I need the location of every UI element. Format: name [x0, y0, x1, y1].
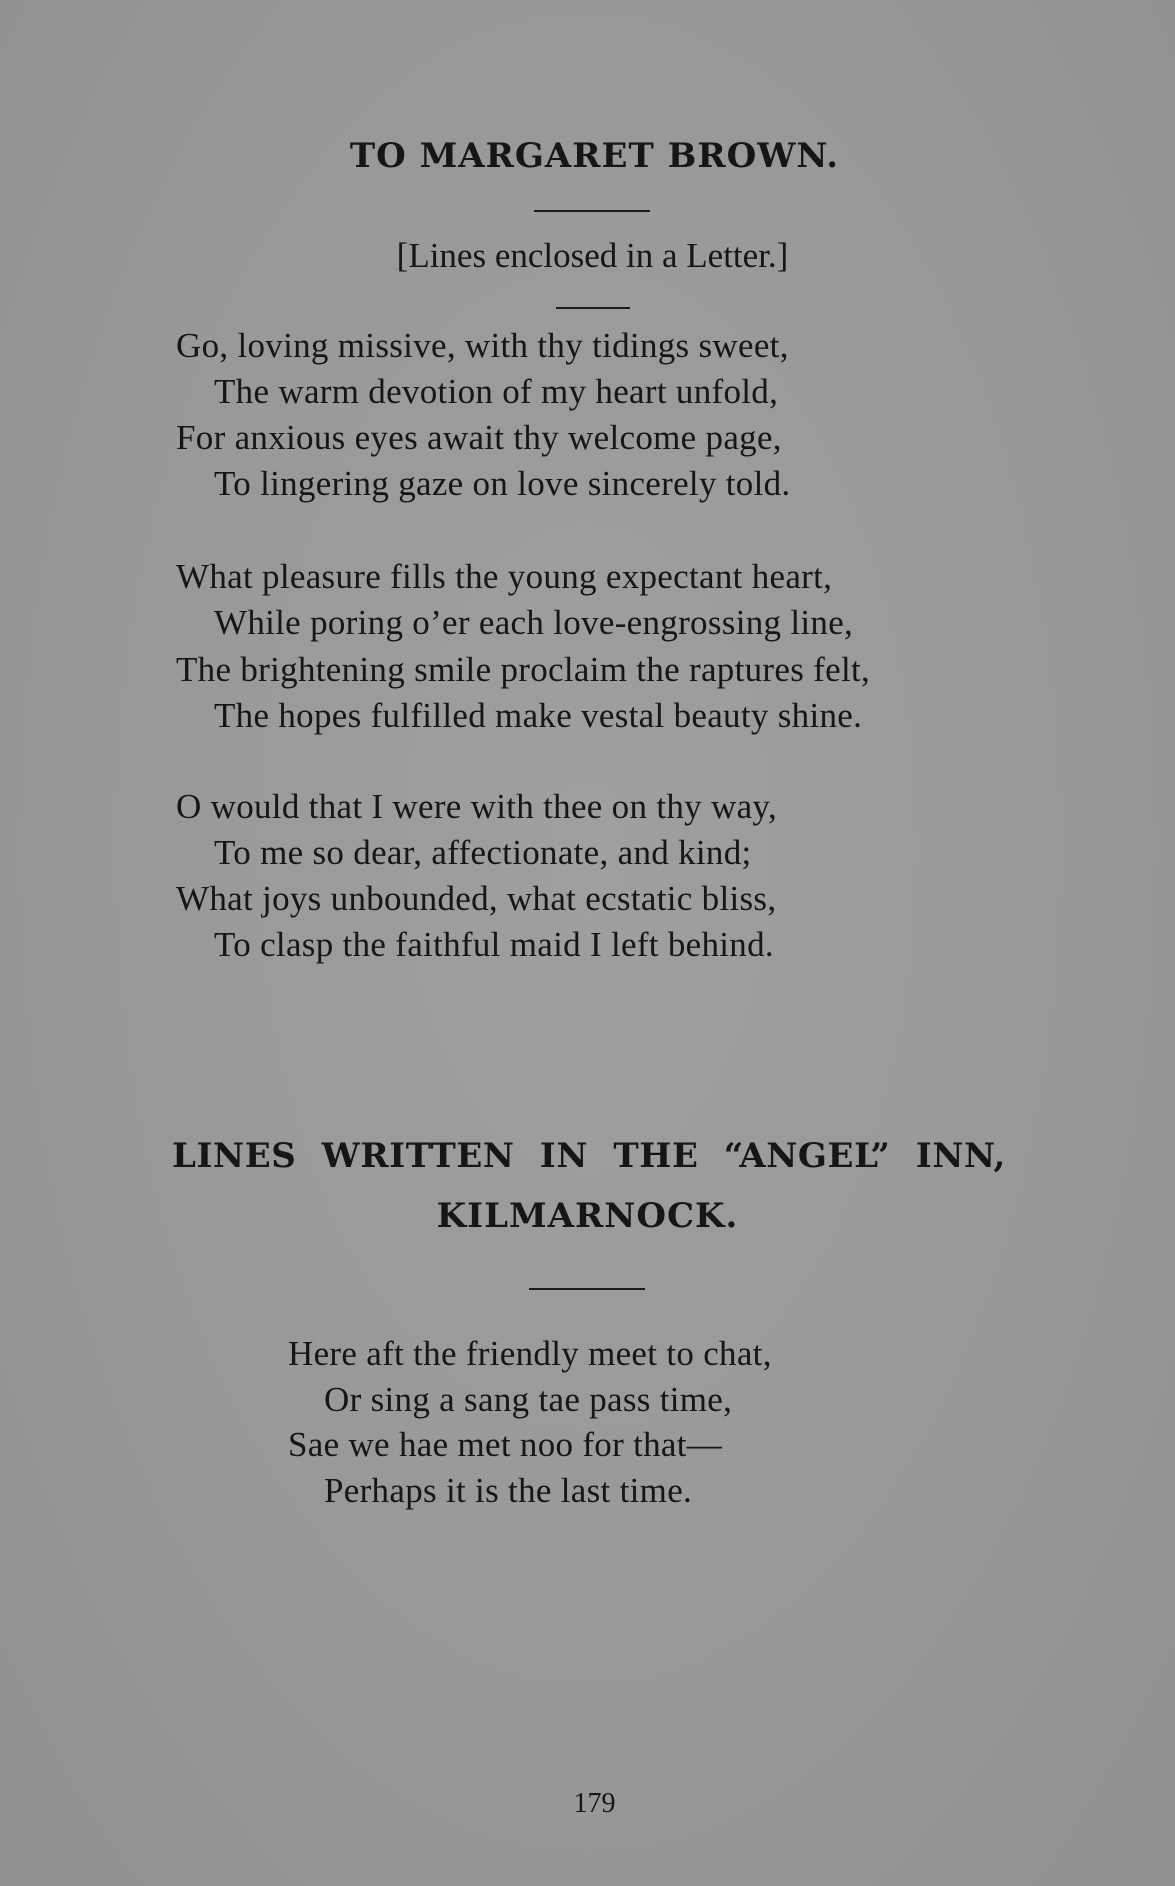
- poem-line: The brightening smile proclaim the raptures felt,: [176, 650, 871, 689]
- poem-line: To lingering gaze on love sincerely told.: [214, 464, 791, 503]
- poem-line: What pleasure fills the young expectant heart,: [176, 557, 833, 596]
- subtitle-rule: [556, 307, 630, 309]
- poem-line: What joys unbounded, what ecstatic bliss,: [176, 879, 777, 918]
- poem-subtitle: [Lines enclosed in a Letter.]: [396, 236, 789, 275]
- poem-title-2-place: KILMARNOCK.: [436, 1196, 739, 1236]
- poem-line: Or sing a sang tae pass time,: [324, 1380, 733, 1419]
- poem-line: O would that I were with thee on thy way,: [176, 787, 777, 826]
- page-number: 179: [573, 1788, 616, 1819]
- poem-line: Go, loving missive, with thy tidings sweet,: [176, 326, 789, 365]
- poem-line: Perhaps it is the last time.: [324, 1471, 693, 1510]
- poem-line: To clasp the faithful maid I left behind.: [214, 925, 774, 964]
- title-2-rule: [529, 1288, 645, 1290]
- poem-line: Sae we hae met noo for that—: [288, 1425, 723, 1464]
- poem-line: To me so dear, affectionate, and kind;: [214, 833, 752, 872]
- title-rule: [534, 210, 650, 212]
- poem-line: Here aft the friendly meet to chat,: [288, 1334, 772, 1373]
- poem-line: While poring o’er each love-engrossing line,: [214, 603, 854, 642]
- poem-title-2: LINES WRITTEN IN THE “ANGEL” INN,: [172, 1136, 1006, 1176]
- poem-title: TO MARGARET BROWN.: [349, 136, 840, 176]
- poem-line: The hopes fulfilled make vestal beauty shine.: [214, 696, 863, 735]
- poem-line: The warm devotion of my heart unfold,: [214, 372, 779, 411]
- poem-line: For anxious eyes await thy welcome page,: [176, 418, 782, 457]
